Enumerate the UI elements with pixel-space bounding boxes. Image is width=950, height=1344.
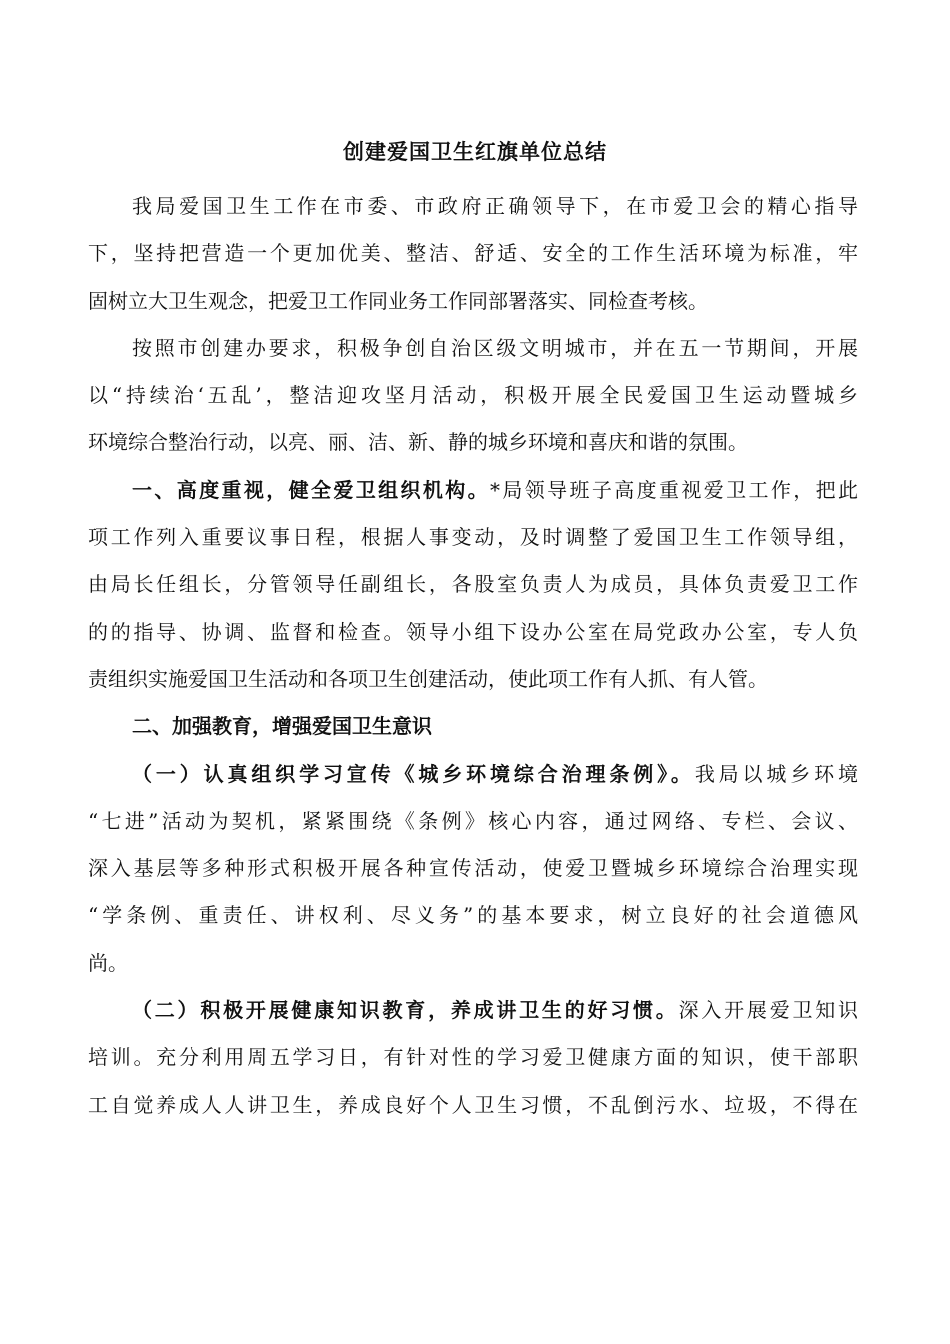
paragraph-campaign	[88, 325, 858, 467]
paragraph-line: 尚。	[88, 950, 128, 975]
subsection-one	[88, 751, 858, 987]
paragraph-line: 下，坚持把营造一个更加优美、整洁、舒适、安全的工作生活环境为标准，牢	[88, 241, 858, 266]
paragraph-line: 环境综合整治行动，以亮、丽、洁、新、静的城乡环境和喜庆和谐的氛围。	[88, 430, 748, 455]
paragraph-line: 责组织实施爱国卫生活动和各项卫生创建活动，使此项工作有人抓、有人管。	[88, 666, 768, 691]
subsection-heading: （二）积极开展健康知识教育，养成讲卫生的好习惯。	[132, 998, 679, 1023]
paragraph-line: 我局爱国卫生工作在市委、市政府正确领导下，在市爱卫会的精心指导	[132, 194, 858, 218]
paragraph-line: 深入基层等多种形式积极开展各种宣传活动，使爱卫暨城乡环境综合治理实现	[88, 856, 858, 881]
paragraph-line: 固树立大卫生观念，把爱卫工作同业务工作同部署落实、同检查考核。	[88, 288, 708, 313]
paragraph-line: 项工作列入重要议事日程，根据人事变动，及时调整了爱国卫生工作领导组，	[88, 525, 858, 550]
subsection-text: 深入开展爱卫知识	[678, 998, 859, 1023]
section-text: *局领导班子高度重视爱卫工作，把此	[490, 477, 858, 502]
paragraph-line: 工自觉养成人人讲卫生，养成良好个人卫生习惯，不乱倒污水、垃圾，不得在	[88, 1092, 858, 1117]
paragraph-line: “七进”活动为契机，紧紧围绕《条例》核心内容，通过网络、专栏、会议、	[88, 808, 858, 833]
paragraph-line: 以“持续治‘五乱’，整洁迎攻坚月活动，积极开展全民爱国卫生运动暨城乡	[88, 383, 858, 408]
section-heading: 一、高度重视，健全爱卫组织机构。	[132, 477, 490, 502]
paragraph-line: 由局长任组长，分管领导任副组长，各股室负责人为成员，具体负责爱卫工作	[88, 572, 858, 597]
section-first-line	[88, 751, 858, 798]
section-two	[88, 703, 858, 750]
paragraph-line: 培训。充分利用周五学习日，有针对性的学习爱卫健康方面的知识，使干部职	[88, 1045, 858, 1070]
subsection-heading: （一）认真组织学习宣传《城乡环境综合治理条例》。	[132, 761, 695, 786]
subsection-two	[88, 987, 858, 1129]
paragraph-line: “学条例、重责任、讲权利、尽义务”的基本要求，树立良好的社会道德风	[88, 903, 858, 928]
document-title: 创建爱国卫生红旗单位总结	[343, 139, 607, 164]
section-first-line	[88, 467, 858, 514]
section-first-line	[88, 987, 858, 1034]
paragraph-line: 按照市创建办要求，积极争创自治区级文明城市，并在五一节期间，开展	[132, 335, 858, 360]
document-body	[88, 183, 858, 1129]
paragraph-intro	[88, 183, 858, 325]
section-one	[88, 467, 858, 703]
section-heading: 二、加强教育，增强爱国卫生意识	[132, 714, 432, 739]
subsection-text: 我局以城乡环境	[694, 761, 859, 786]
paragraph-line: 的的指导、协调、监督和检查。领导小组下设办公室在局党政办公室，专人负	[88, 619, 858, 644]
